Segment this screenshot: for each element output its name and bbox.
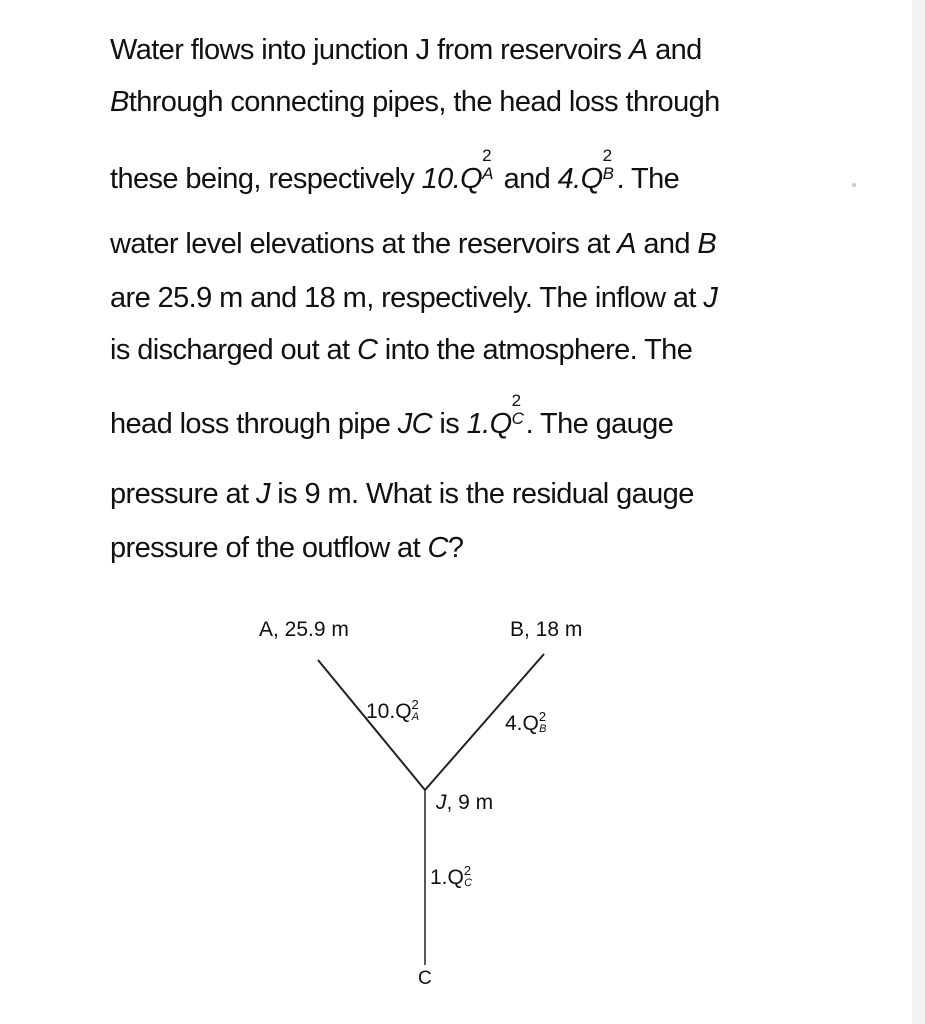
head-loss-b: 4.Q 2 B <box>557 146 614 195</box>
problem-line-6: is discharged out at C into the atmosphere. The <box>110 334 693 366</box>
problem-line-8: pressure at J is 9 m. What is the residual gauge <box>110 478 694 510</box>
pipe-a-label: $10.Q^2A$ <box>366 697 420 723</box>
problem-line-5: are 25.9 m and 18 m, respectively. The inflow at J <box>110 282 718 314</box>
reservoir-b-label: B, 18 m <box>510 618 583 641</box>
problem-line-2: Bthrough connecting pipes, the head loss through <box>110 86 720 118</box>
pipe-b-label: $4.Q^2B$ <box>505 709 547 735</box>
pipe-a-line <box>318 660 425 790</box>
problem-line-9: pressure of the outflow at C? <box>110 532 464 564</box>
problem-line-4: water level elevations at the reservoirs at A and B <box>110 228 717 260</box>
head-loss-c: 1.Q 2 C <box>466 391 524 440</box>
head-loss-a: 10.Q 2 A <box>421 146 493 195</box>
problem-line-1: Water flows into junction J from reservoirs A and <box>110 34 702 66</box>
pipe-c-label: $1.Q^2C$ <box>430 863 473 889</box>
problem-line-7: head loss through pipe JC is 1.Q 2 C . The gauge <box>110 391 674 440</box>
junction-label: J, 9 m <box>436 791 494 814</box>
reservoir-a-label: A, 25.9 m <box>259 618 349 641</box>
outlet-c-label: C <box>418 968 432 989</box>
problem-line-3: these being, respectively 10.Q 2 A and 4.Q 2 B . The <box>110 146 680 195</box>
